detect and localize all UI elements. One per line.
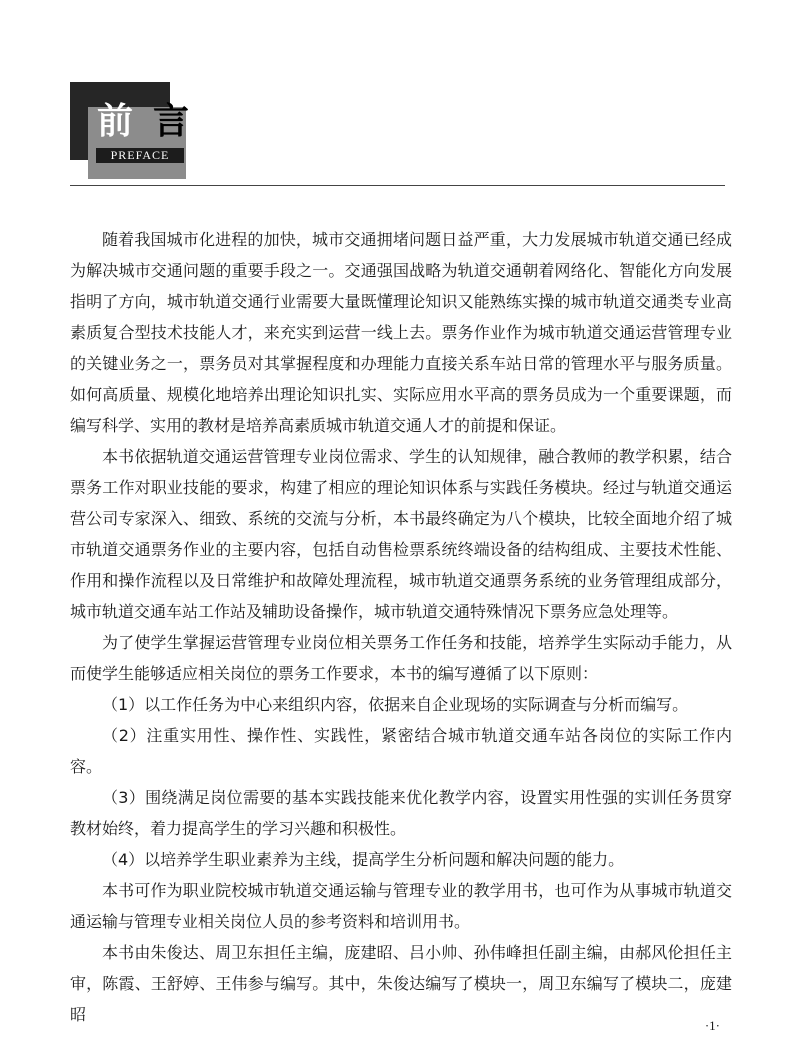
body-text	[70, 224, 732, 1030]
paragraph: 本书可作为职业院校城市轨道交通运输与管理专业的教学用书，也可作为从事城市轨道交通运输与管理专业相关岗位人员的参考资料和培训用书。	[70, 881, 732, 931]
page-title-char: 前	[97, 100, 154, 142]
page-title	[97, 96, 209, 146]
list-item: （2）注重实用性、操作性、实践性，紧密结合城市轨道交通车站各岗位的实际工作内容。	[70, 726, 732, 776]
paragraph: 本书由朱俊达、周卫东担任主编，庞建昭、吕小帅、孙伟峰担任副主编，由郝风伦担任主审，陈霞、王舒婷、王伟参与编写。其中，朱俊达编写了模块一，周卫东编写了模块二，庞建昭	[70, 943, 732, 1024]
paragraph: 为了使学生掌握运营管理专业岗位相关票务工作任务和技能，培养学生实际动手能力，从而使学生能够适应相关岗位的票务工作要求，本书的编写遵循了以下原则：	[70, 633, 732, 683]
list-item: （3）围绕满足岗位需要的基本实践技能来优化教学内容，设置实用性强的实训任务贯穿教材始终，着力提高学生的学习兴趣和积极性。	[70, 788, 732, 838]
header-divider	[70, 185, 725, 186]
page-title-char: 言	[153, 100, 210, 142]
list-item: （4）以培养学生职业素养为主线，提高学生分析问题和解决问题的能力。	[102, 850, 625, 869]
paragraph: 本书依据轨道交通运营管理专业岗位需求、学生的认知规律，融合教师的教学积累，结合票务工作对职业技能的要求，构建了相应的理论知识体系与实践任务模块。经过与轨道交通运营公司专家深入、细致、系统的交流与分析，本书最终确定为八个模块，比较全面地介绍了城市轨道交通票务作业的主要内容，包括自动售检票系统终端设备的结构组成、主要技术性能、作用和操作流程以及日常维护和故障处理流程，城市轨道交通票务系统的业务管理组成部分，城市轨道交通车站工作站及辅助设备操作，城市轨道交通特殊情况下票务应急处理等。	[70, 447, 732, 621]
page-subtitle: PREFACE	[96, 148, 184, 163]
list-item: （1）以工作任务为中心来组织内容，依据来自企业现场的实际调查与分析而编写。	[102, 695, 689, 714]
paragraph: 随着我国城市化进程的加快，城市交通拥堵问题日益严重，大力发展城市轨道交通已经成为解决城市交通问题的重要手段之一。交通强国战略为轨道交通朝着网络化、智能化方向发展指明了方向，城市轨道交通行业需要大量既懂理论知识又能熟练实操的城市轨道交通类专业高素质复合型技术技能人才，来充实到运营一线上去。票务作业作为城市轨道交通运营管理专业的关键业务之一，票务员对其掌握程度和办理能力直接关系车站日常的管理水平与服务质量。如何高质量、规模化地培养出理论知识扎实、实际应用水平高的票务员成为一个重要课题，而编写科学、实用的教材是培养高素质城市轨道交通人才的前提和保证。	[70, 230, 732, 435]
page-number: ·1·	[704, 1018, 720, 1033]
